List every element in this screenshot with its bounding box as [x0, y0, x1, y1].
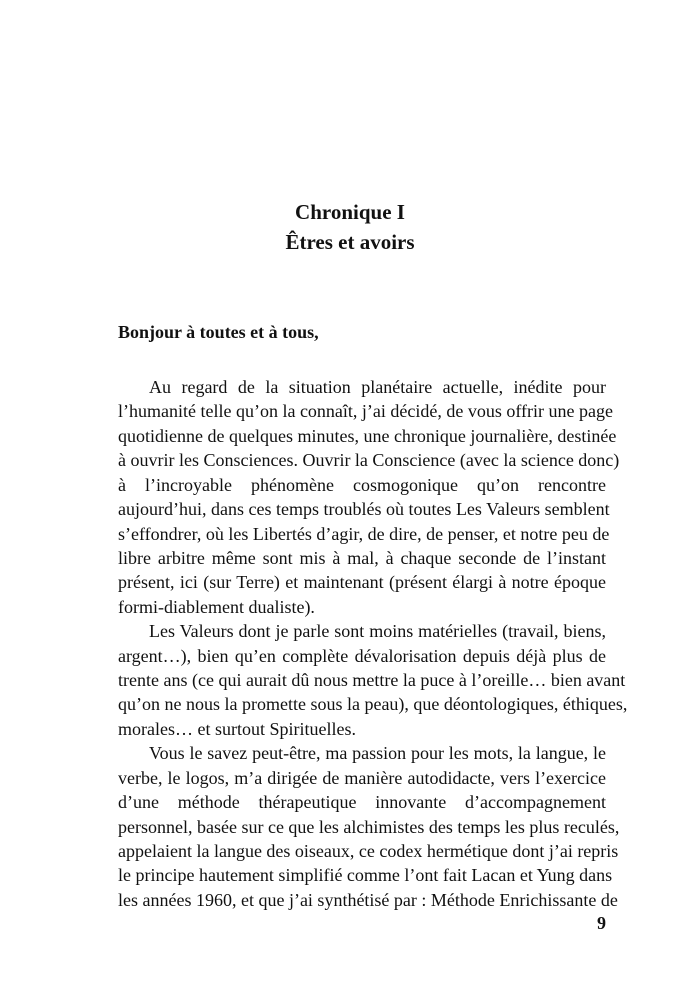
- text-line: à l’incroyable phénomène cosmogonique qu’on rencontre: [118, 474, 606, 495]
- text-line: s’effondrer, où les Libertés d’agir, de dire, de penser, et notre peu de: [118, 523, 610, 544]
- paragraph: [118, 375, 620, 619]
- paragraph: [118, 741, 620, 912]
- text-line: personnel, basée sur ce que les alchimistes des temps les plus reculés,: [118, 816, 620, 837]
- text-line: verbe, le logos, m’a dirigée de manière autodidacte, vers l’exercice: [118, 767, 606, 788]
- text-line: le principe hautement simplifié comme l’ont fait Lacan et Yung dans: [118, 865, 613, 886]
- text-line: libre arbitre même sont mis à mal, à chaque seconde de l’instant: [118, 547, 606, 568]
- text-line: l’humanité telle qu’on la connaît, j’ai décidé, de vous offrir une page: [118, 401, 613, 422]
- text-line: quotidienne de quelques minutes, une chronique journalière, destinée: [118, 425, 617, 446]
- text-line: trente ans (ce qui aurait dû nous mettre la puce à l’oreille… bien avant: [118, 670, 626, 691]
- text-line: aujourd’hui, dans ces temps troublés où toutes Les Valeurs semblent: [118, 499, 610, 520]
- greeting: Bonjour à toutes et à tous,: [118, 322, 319, 342]
- text-line: formi-diablement dualiste).: [118, 596, 315, 617]
- page-number: 9: [597, 913, 606, 933]
- text-line: qu’on ne nous la promette sous la peau), que déontologiques, éthiques,: [118, 694, 628, 715]
- text-line: d’une méthode thérapeutique innovante d’accompagnement: [118, 792, 606, 813]
- text-line: argent…), bien qu’en complète dévalorisation depuis déjà plus de: [118, 645, 606, 666]
- body-text: [118, 375, 628, 912]
- text-line: les années 1960, et que j’ai synthétisé par : Méthode Enrichissante de: [118, 889, 618, 910]
- text-line: Au regard de la situation planétaire actuelle, inédite pour: [149, 377, 606, 397]
- text-line: Les Valeurs dont je parle sont moins matérielles (travail, biens,: [149, 621, 606, 642]
- chapter-subtitle: Êtres et avoirs: [285, 230, 415, 254]
- text-line: à ouvrir les Consciences. Ouvrir la Conscience (avec la science donc): [118, 450, 620, 471]
- paragraph: [118, 619, 628, 741]
- text-line: présent, ici (sur Terre) et maintenant (présent élargi à notre époque: [118, 572, 606, 593]
- chapter-title: Chronique I: [295, 200, 405, 224]
- text-line: appelaient la langue des oiseaux, ce codex hermétique dont j’ai repris: [118, 841, 619, 862]
- text-line: morales… et surtout Spirituelles.: [118, 718, 356, 739]
- text-line: Vous le savez peut-être, ma passion pour les mots, la langue, le: [149, 743, 606, 764]
